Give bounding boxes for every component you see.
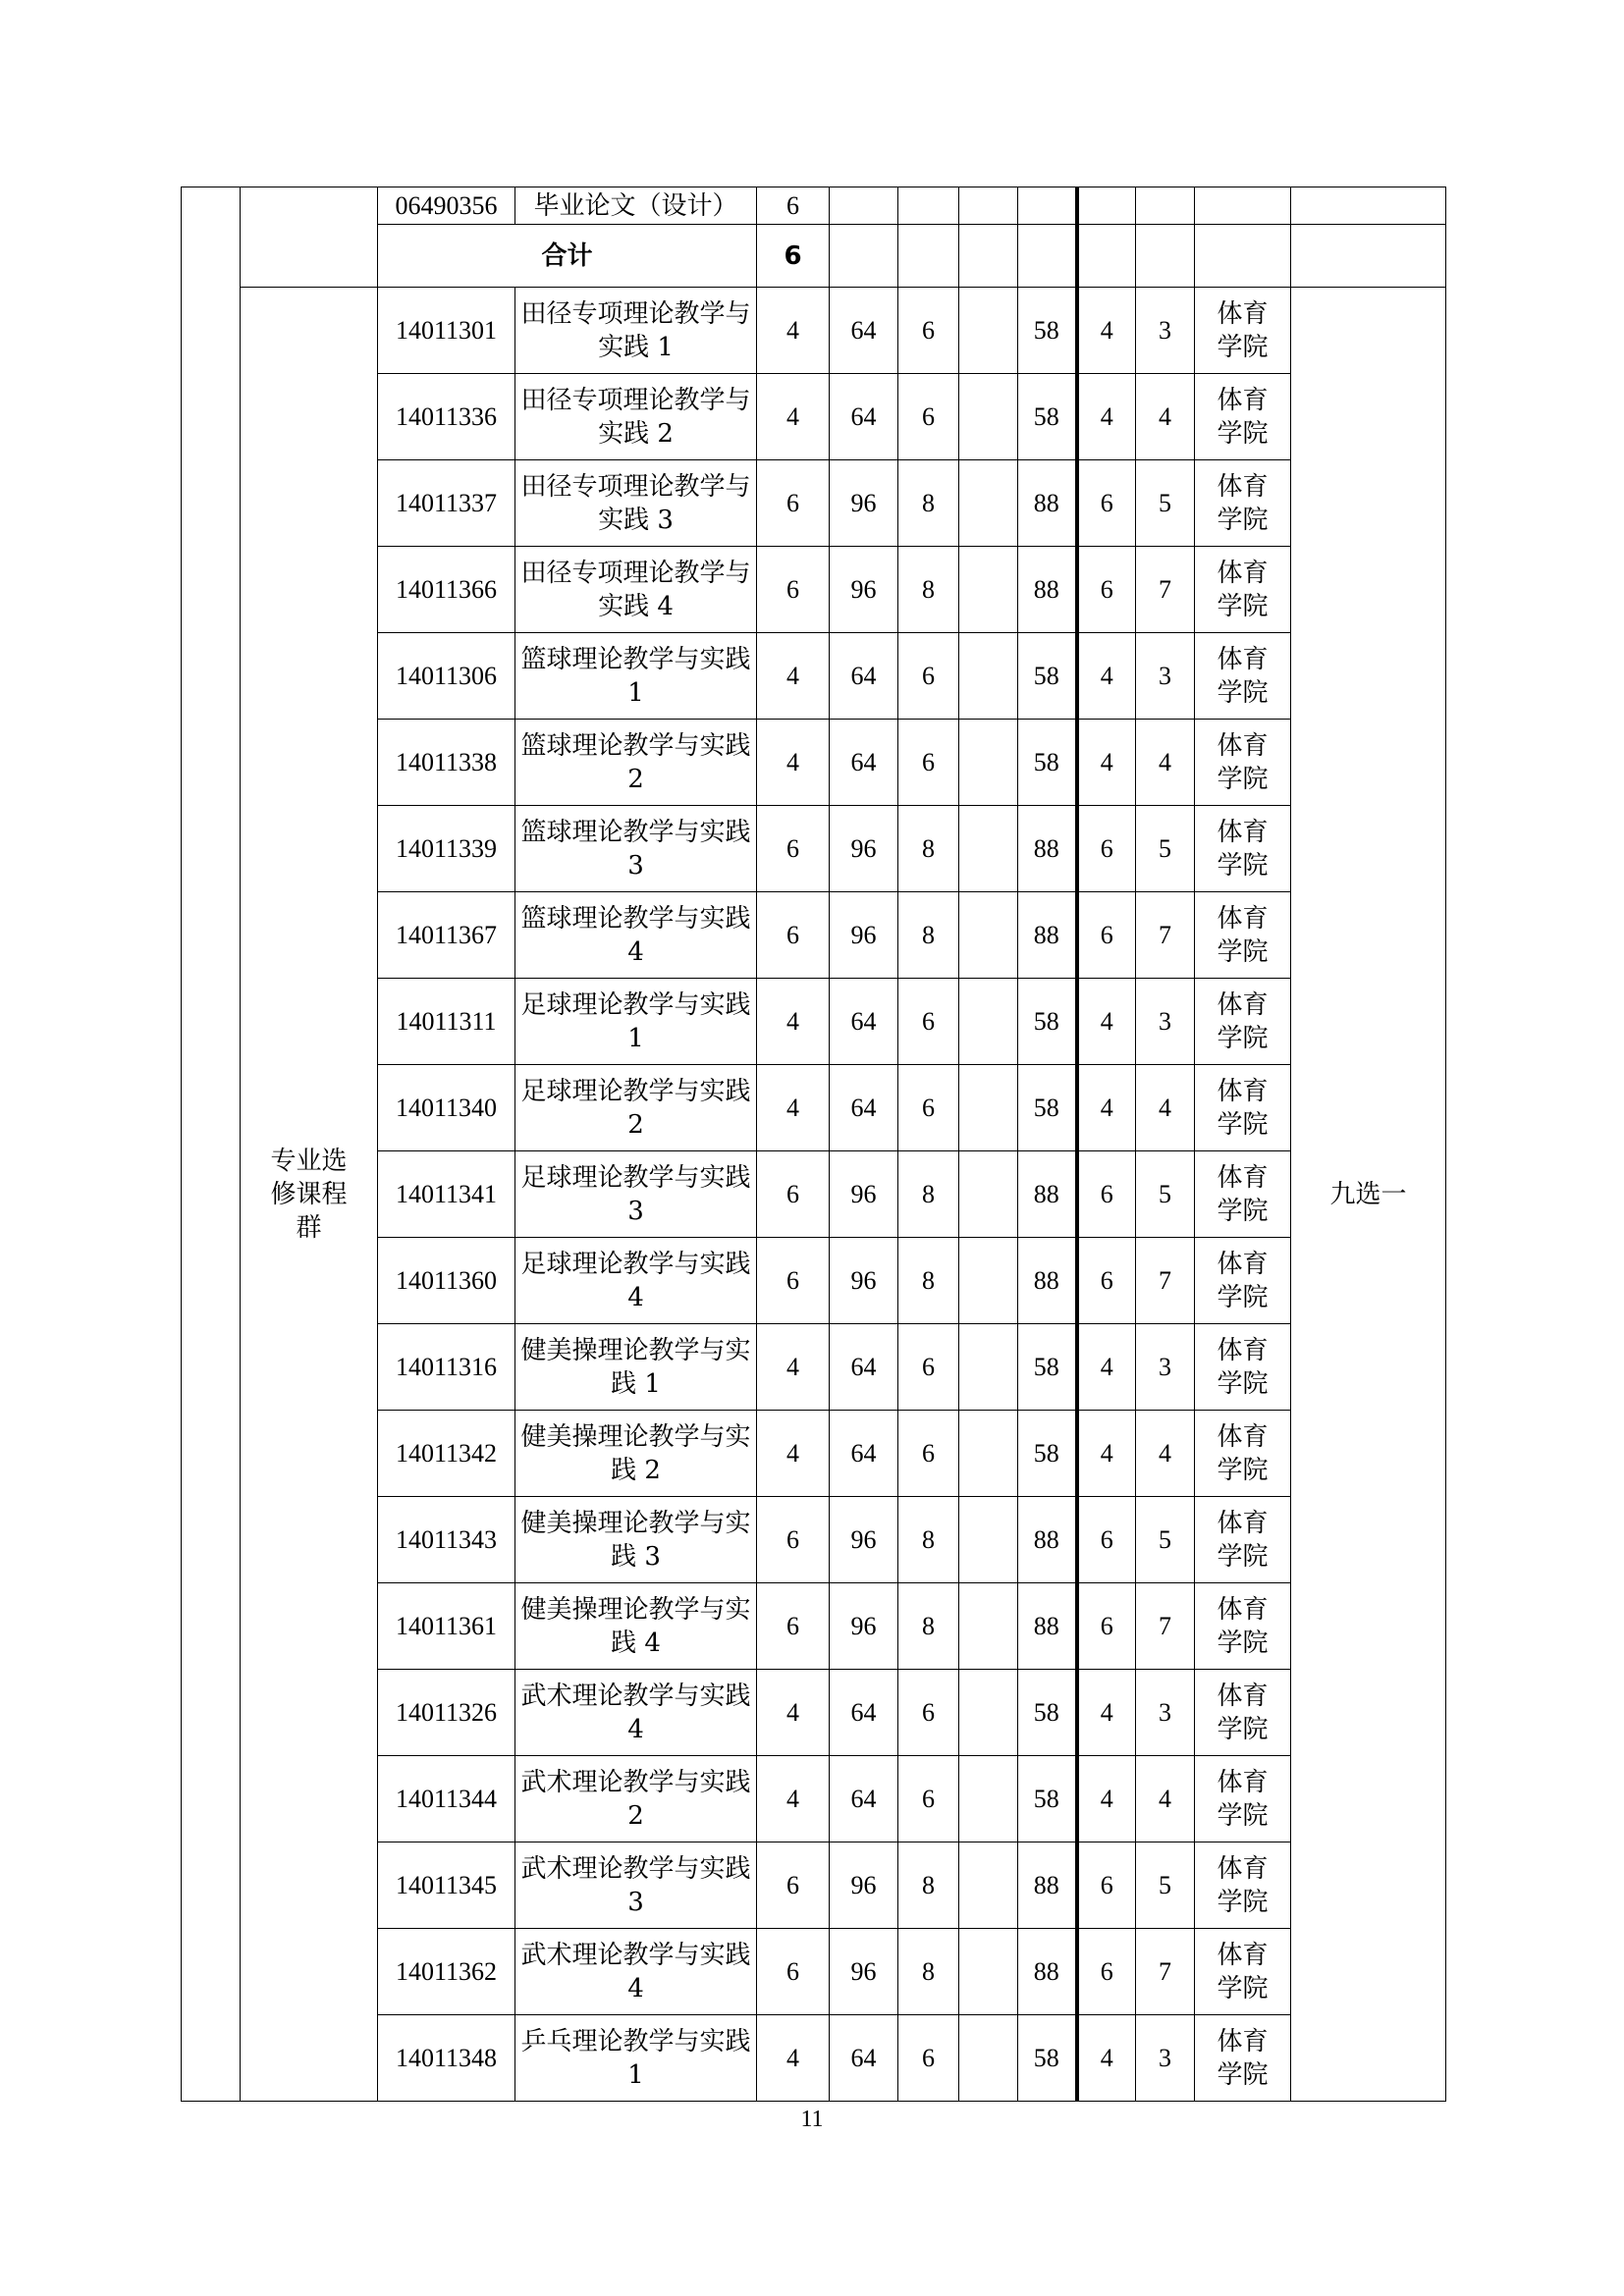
course-col5: 58	[1018, 720, 1077, 806]
course-dept-text: 体育学院	[1217, 903, 1269, 967]
course-col5: 58	[1018, 288, 1077, 374]
course-name	[515, 979, 757, 1065]
course-semester: 5	[1136, 1842, 1195, 1929]
course-dept-text: 体育学院	[1217, 730, 1269, 794]
course-col4	[959, 720, 1018, 806]
course-dept-text: 体育学院	[1217, 2026, 1269, 2090]
course-dept-text: 体育学院	[1217, 558, 1269, 621]
course-dept-text: 体育学院	[1217, 1940, 1269, 2003]
course-hours: 64	[830, 633, 898, 720]
course-row	[182, 288, 1446, 374]
course-col6: 6	[1077, 1583, 1136, 1670]
course-col5: 88	[1018, 1238, 1077, 1324]
course-col3: 8	[898, 1842, 959, 1929]
course-code: 14011366	[378, 547, 515, 633]
course-col5: 58	[1018, 633, 1077, 720]
course-name-text: 篮球理论教学与实践 4	[520, 903, 751, 967]
course-code: 14011345	[378, 1842, 515, 1929]
empty-cell	[1077, 225, 1136, 288]
total-label: 合计	[378, 225, 757, 288]
course-credits: 4	[757, 1670, 830, 1756]
course-name	[515, 1670, 757, 1756]
course-dept	[1195, 1324, 1291, 1411]
course-dept-text: 体育学院	[1217, 1681, 1269, 1744]
course-col4	[959, 374, 1018, 460]
course-name-text: 健美操理论教学与实践 3	[520, 1508, 751, 1572]
course-hours: 96	[830, 1497, 898, 1583]
course-col3: 6	[898, 1756, 959, 1842]
course-code: 14011337	[378, 460, 515, 547]
course-name-text: 足球理论教学与实践 3	[520, 1162, 751, 1226]
course-col4	[959, 1583, 1018, 1670]
course-name-text: 健美操理论教学与实践 4	[520, 1594, 751, 1658]
course-col6: 4	[1077, 633, 1136, 720]
course-dept	[1195, 374, 1291, 460]
course-col4	[959, 1670, 1018, 1756]
course-hours: 96	[830, 1238, 898, 1324]
course-name-text: 武术理论教学与实践 3	[520, 1853, 751, 1917]
course-semester: 4	[1136, 1411, 1195, 1497]
empty-cell	[830, 225, 898, 288]
course-code: 14011311	[378, 979, 515, 1065]
course-name-text: 健美操理论教学与实践 2	[520, 1421, 751, 1485]
course-name-text: 田径专项理论教学与实践 3	[520, 471, 751, 535]
course-col5: 58	[1018, 374, 1077, 460]
course-semester: 4	[1136, 720, 1195, 806]
course-col6: 4	[1077, 1411, 1136, 1497]
course-dept-text: 体育学院	[1217, 817, 1269, 881]
course-col5: 58	[1018, 1324, 1077, 1411]
course-semester: 7	[1136, 1929, 1195, 2015]
course-semester: 7	[1136, 547, 1195, 633]
course-code: 14011361	[378, 1583, 515, 1670]
empty-cell	[1195, 225, 1291, 288]
course-col3: 6	[898, 374, 959, 460]
course-col6: 4	[1077, 1324, 1136, 1411]
course-dept-text: 体育学院	[1217, 644, 1269, 708]
course-hours: 64	[830, 720, 898, 806]
course-code: 14011360	[378, 1238, 515, 1324]
course-code: 14011340	[378, 1065, 515, 1151]
course-dept-text: 体育学院	[1217, 1853, 1269, 1917]
course-dept	[1195, 1151, 1291, 1238]
course-name-text: 武术理论教学与实践 2	[520, 1767, 751, 1831]
course-hours: 64	[830, 1065, 898, 1151]
selection-note: 九选一	[1291, 288, 1446, 2102]
course-hours: 96	[830, 1151, 898, 1238]
course-dept	[1195, 633, 1291, 720]
course-col3: 6	[898, 1670, 959, 1756]
empty-cell	[1195, 187, 1291, 225]
course-semester: 7	[1136, 892, 1195, 979]
course-hours: 96	[830, 1583, 898, 1670]
course-credits: 6	[757, 892, 830, 979]
course-name-text: 田径专项理论教学与实践 4	[520, 558, 751, 621]
course-name-text: 足球理论教学与实践 2	[520, 1076, 751, 1140]
empty-cell	[959, 187, 1018, 225]
course-col5: 58	[1018, 1670, 1077, 1756]
course-col6: 6	[1077, 1497, 1136, 1583]
empty-cell	[1018, 187, 1077, 225]
thesis-row	[182, 187, 1446, 225]
course-semester: 3	[1136, 979, 1195, 1065]
course-name	[515, 547, 757, 633]
empty-cell	[1136, 187, 1195, 225]
course-name	[515, 1756, 757, 1842]
course-code: 14011306	[378, 633, 515, 720]
course-dept	[1195, 1842, 1291, 1929]
course-name: 毕业论文（设计）	[515, 187, 757, 225]
course-credits: 6	[757, 1497, 830, 1583]
course-col4	[959, 1842, 1018, 1929]
course-col4	[959, 1497, 1018, 1583]
course-col5: 58	[1018, 2015, 1077, 2102]
course-hours: 64	[830, 1670, 898, 1756]
course-dept	[1195, 1670, 1291, 1756]
course-col4	[959, 979, 1018, 1065]
course-name-text: 足球理论教学与实践 1	[520, 989, 751, 1053]
course-credits: 6	[757, 1842, 830, 1929]
course-credits: 4	[757, 1756, 830, 1842]
course-hours: 64	[830, 288, 898, 374]
course-dept-text: 体育学院	[1217, 1249, 1269, 1312]
course-name	[515, 633, 757, 720]
course-col3: 8	[898, 460, 959, 547]
course-code: 14011316	[378, 1324, 515, 1411]
course-dept-text: 体育学院	[1217, 1162, 1269, 1226]
course-code: 14011362	[378, 1929, 515, 2015]
course-name	[515, 1583, 757, 1670]
previous-group-cell	[241, 187, 378, 288]
course-col5: 88	[1018, 1583, 1077, 1670]
course-semester: 5	[1136, 1497, 1195, 1583]
course-col4	[959, 288, 1018, 374]
course-col6: 6	[1077, 1842, 1136, 1929]
course-col3: 6	[898, 633, 959, 720]
course-credits: 4	[757, 374, 830, 460]
course-name	[515, 1065, 757, 1151]
course-dept-text: 体育学院	[1217, 385, 1269, 449]
course-col6: 6	[1077, 1929, 1136, 2015]
course-col6: 4	[1077, 1065, 1136, 1151]
empty-cell	[898, 225, 959, 288]
course-dept-text: 体育学院	[1217, 1076, 1269, 1140]
course-col5: 88	[1018, 1497, 1077, 1583]
course-col6: 6	[1077, 892, 1136, 979]
course-code: 14011341	[378, 1151, 515, 1238]
course-dept-text: 体育学院	[1217, 1421, 1269, 1485]
course-dept	[1195, 1756, 1291, 1842]
course-col6: 4	[1077, 1756, 1136, 1842]
course-dept-text: 体育学院	[1217, 1508, 1269, 1572]
empty-cell	[830, 187, 898, 225]
course-dept	[1195, 547, 1291, 633]
course-credits: 4	[757, 1324, 830, 1411]
course-col5: 88	[1018, 1151, 1077, 1238]
course-code: 14011342	[378, 1411, 515, 1497]
course-col6: 6	[1077, 1238, 1136, 1324]
course-name-text: 篮球理论教学与实践 3	[520, 817, 751, 881]
course-name-text: 武术理论教学与实践 4	[520, 1681, 751, 1744]
course-credits: 4	[757, 979, 830, 1065]
course-col3: 6	[898, 288, 959, 374]
course-dept	[1195, 806, 1291, 892]
course-name	[515, 1151, 757, 1238]
course-dept-text: 体育学院	[1217, 989, 1269, 1053]
course-code: 14011367	[378, 892, 515, 979]
course-hours: 96	[830, 806, 898, 892]
course-code: 14011348	[378, 2015, 515, 2102]
course-credits: 4	[757, 2015, 830, 2102]
course-hours: 64	[830, 1756, 898, 1842]
course-col3: 6	[898, 720, 959, 806]
course-code: 14011344	[378, 1756, 515, 1842]
course-dept	[1195, 1583, 1291, 1670]
course-col4	[959, 1929, 1018, 2015]
course-hours: 96	[830, 1929, 898, 2015]
course-name	[515, 806, 757, 892]
course-col5: 88	[1018, 892, 1077, 979]
course-code: 14011326	[378, 1670, 515, 1756]
course-name	[515, 1929, 757, 2015]
course-col5: 88	[1018, 1842, 1077, 1929]
course-col5: 58	[1018, 979, 1077, 1065]
course-col5: 88	[1018, 1929, 1077, 2015]
course-semester: 4	[1136, 1065, 1195, 1151]
course-dept-text: 体育学院	[1217, 1594, 1269, 1658]
course-semester: 3	[1136, 1670, 1195, 1756]
course-col3: 8	[898, 547, 959, 633]
course-credits: 4	[757, 1411, 830, 1497]
empty-cell	[1077, 187, 1136, 225]
course-code: 14011301	[378, 288, 515, 374]
course-col3: 6	[898, 1065, 959, 1151]
course-credits: 4	[757, 633, 830, 720]
course-semester: 5	[1136, 460, 1195, 547]
course-name	[515, 1324, 757, 1411]
course-dept	[1195, 1929, 1291, 2015]
course-hours: 64	[830, 979, 898, 1065]
course-credits: 4	[757, 720, 830, 806]
group-label-cell	[241, 288, 378, 2102]
course-semester: 7	[1136, 1238, 1195, 1324]
course-hours: 64	[830, 1324, 898, 1411]
course-semester: 3	[1136, 288, 1195, 374]
course-dept-text: 体育学院	[1217, 471, 1269, 535]
course-dept	[1195, 720, 1291, 806]
course-col4	[959, 2015, 1018, 2102]
course-dept	[1195, 1411, 1291, 1497]
course-dept-text: 体育学院	[1217, 1767, 1269, 1831]
course-col4	[959, 1411, 1018, 1497]
course-col5: 58	[1018, 1756, 1077, 1842]
course-col5: 88	[1018, 547, 1077, 633]
course-col6: 4	[1077, 374, 1136, 460]
course-col4	[959, 1324, 1018, 1411]
course-col4	[959, 806, 1018, 892]
course-col6: 6	[1077, 1151, 1136, 1238]
course-name-text: 田径专项理论教学与实践 1	[520, 298, 751, 362]
course-col6: 4	[1077, 720, 1136, 806]
course-name-text: 武术理论教学与实践 4	[520, 1940, 751, 2003]
course-semester: 4	[1136, 1756, 1195, 1842]
course-credits: 4	[757, 1065, 830, 1151]
course-name	[515, 460, 757, 547]
course-col6: 4	[1077, 288, 1136, 374]
course-col4	[959, 892, 1018, 979]
course-credits: 6	[757, 806, 830, 892]
course-col6: 4	[1077, 1670, 1136, 1756]
course-credits: 6	[757, 1929, 830, 2015]
course-col3: 8	[898, 1929, 959, 2015]
course-col6: 6	[1077, 547, 1136, 633]
course-name-text: 篮球理论教学与实践 2	[520, 730, 751, 794]
course-semester: 7	[1136, 1583, 1195, 1670]
course-col3: 6	[898, 1411, 959, 1497]
course-credits: 6	[757, 1583, 830, 1670]
outer-category-cell	[182, 187, 241, 2102]
course-dept-text: 体育学院	[1217, 1335, 1269, 1399]
course-credits: 6	[757, 460, 830, 547]
course-name-text: 田径专项理论教学与实践 2	[520, 385, 751, 449]
course-col3: 8	[898, 1497, 959, 1583]
course-hours: 64	[830, 374, 898, 460]
course-code: 14011338	[378, 720, 515, 806]
empty-cell	[959, 225, 1018, 288]
empty-cell	[1291, 187, 1446, 225]
course-code: 14011336	[378, 374, 515, 460]
course-col5: 88	[1018, 460, 1077, 547]
course-hours: 64	[830, 1411, 898, 1497]
course-col4	[959, 633, 1018, 720]
course-col4	[959, 1238, 1018, 1324]
page-number: 11	[800, 2107, 824, 2132]
course-table	[181, 187, 1446, 2102]
course-dept	[1195, 460, 1291, 547]
course-credits: 6	[757, 1238, 830, 1324]
course-code: 06490356	[378, 187, 515, 225]
course-name	[515, 1411, 757, 1497]
group-label: 专业选修课程群	[270, 1146, 348, 1243]
empty-cell	[1136, 225, 1195, 288]
course-col3: 8	[898, 892, 959, 979]
course-hours: 96	[830, 547, 898, 633]
course-col5: 58	[1018, 1411, 1077, 1497]
total-credits: 6	[757, 225, 830, 288]
empty-cell	[898, 187, 959, 225]
course-credits: 6	[757, 187, 830, 225]
course-name	[515, 1497, 757, 1583]
course-semester: 5	[1136, 1151, 1195, 1238]
course-name	[515, 1238, 757, 1324]
course-name	[515, 2015, 757, 2102]
course-hours: 64	[830, 2015, 898, 2102]
course-col6: 4	[1077, 2015, 1136, 2102]
course-credits: 4	[757, 288, 830, 374]
course-col6: 4	[1077, 979, 1136, 1065]
course-name-text: 篮球理论教学与实践 1	[520, 644, 751, 708]
course-name	[515, 1842, 757, 1929]
course-name-text: 健美操理论教学与实践 1	[520, 1335, 751, 1399]
course-col3: 6	[898, 1324, 959, 1411]
course-semester: 3	[1136, 2015, 1195, 2102]
course-dept	[1195, 1238, 1291, 1324]
course-hours: 96	[830, 1842, 898, 1929]
course-dept	[1195, 1497, 1291, 1583]
course-col5: 58	[1018, 1065, 1077, 1151]
course-dept	[1195, 979, 1291, 1065]
course-semester: 3	[1136, 1324, 1195, 1411]
course-col3: 8	[898, 1151, 959, 1238]
course-col6: 6	[1077, 460, 1136, 547]
course-semester: 5	[1136, 806, 1195, 892]
course-name	[515, 720, 757, 806]
course-name-text: 乒乓理论教学与实践 1	[520, 2026, 751, 2090]
course-col6: 6	[1077, 806, 1136, 892]
course-col3: 6	[898, 979, 959, 1065]
course-name	[515, 892, 757, 979]
course-semester: 4	[1136, 374, 1195, 460]
course-col4	[959, 1756, 1018, 1842]
course-name	[515, 374, 757, 460]
course-col4	[959, 460, 1018, 547]
empty-cell	[1291, 225, 1446, 288]
course-dept	[1195, 288, 1291, 374]
course-col3: 8	[898, 1238, 959, 1324]
course-col4	[959, 547, 1018, 633]
course-name-text: 足球理论教学与实践 4	[520, 1249, 751, 1312]
course-dept-text: 体育学院	[1217, 298, 1269, 362]
course-name	[515, 288, 757, 374]
course-semester: 3	[1136, 633, 1195, 720]
course-dept	[1195, 1065, 1291, 1151]
course-col3: 8	[898, 806, 959, 892]
course-dept	[1195, 892, 1291, 979]
course-hours: 96	[830, 892, 898, 979]
course-col5: 88	[1018, 806, 1077, 892]
course-credits: 6	[757, 1151, 830, 1238]
course-code: 14011339	[378, 806, 515, 892]
course-hours: 96	[830, 460, 898, 547]
course-col4	[959, 1065, 1018, 1151]
course-dept	[1195, 2015, 1291, 2102]
course-col3: 8	[898, 1583, 959, 1670]
course-code: 14011343	[378, 1497, 515, 1583]
empty-cell	[1018, 225, 1077, 288]
course-col4	[959, 1151, 1018, 1238]
course-credits: 6	[757, 547, 830, 633]
course-col3: 6	[898, 2015, 959, 2102]
